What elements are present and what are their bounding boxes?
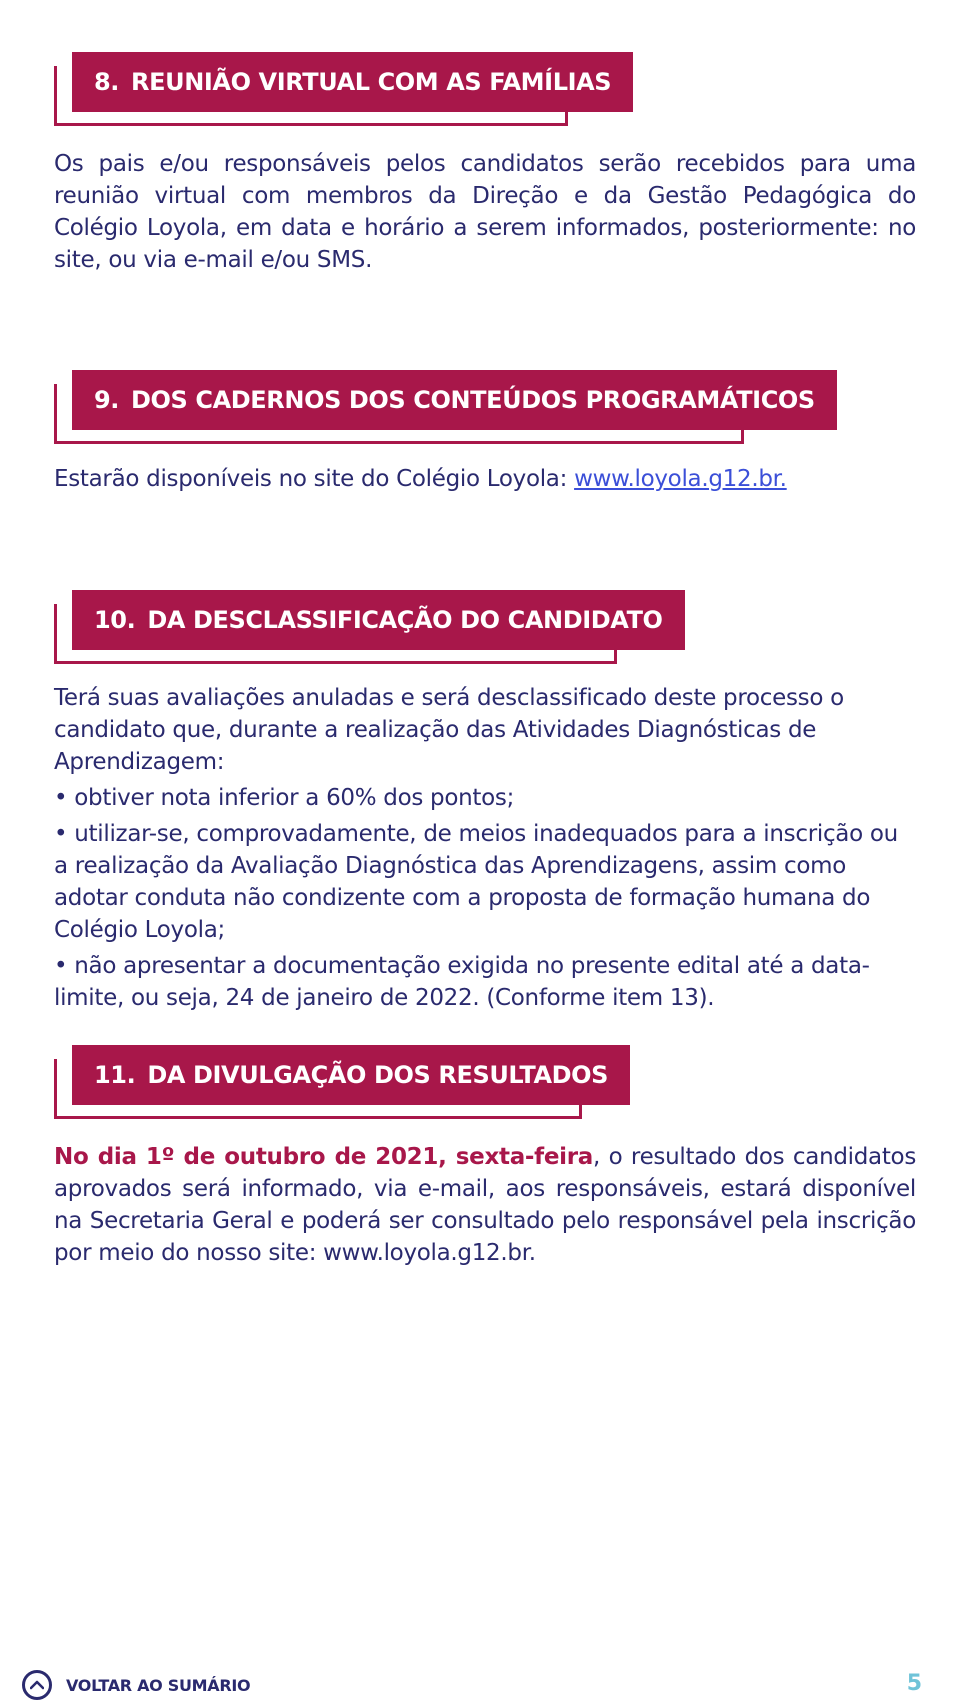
section-10-intro: Terá suas avaliações anuladas e será desclassificado deste processo o candidato que, durante a realização das Atividades Diagnósticas de Aprendizagem: [54,685,844,775]
site-link[interactable]: www.loyola.g12.br. [574,466,787,492]
heading-box [72,590,685,650]
section-11-body-text: , o resultado dos candidatos aprovados será informado, via e-mail, aos responsáveis, estará disponível na Secretaria Geral e poderá ser consultado pelo responsável pela inscrição por meio do nosso site: www.loyola.g12.br. [54,1144,916,1266]
section-title: DA DIVULGAÇÃO DOS RESULTADOS [147,1061,609,1089]
section-10 [54,590,916,1014]
section-title: DOS CADERNOS DOS CONTEÚDOS PROGRAMÁTICOS [131,386,815,414]
section-9-heading [54,370,916,446]
heading-box [72,1045,630,1105]
section-10-heading [54,590,916,666]
bullet-item: • utilizar-se, comprovadamente, de meios inadequados para a inscrição ou a realização da Avaliação Diagnóstica das Aprendizagens, assim como adotar conduta não condizente com a proposta de formação humana do Colégio Loyola; [54,821,898,943]
section-11-heading [54,1045,916,1121]
heading-box [72,52,633,112]
chevron-up-icon[interactable] [22,1670,52,1700]
section-11 [54,1045,916,1269]
section-title: REUNIÃO VIRTUAL COM AS FAMÍLIAS [131,68,612,96]
bullet-item: • obtiver nota inferior a 60% dos pontos; [54,785,515,811]
page-number: 5 [906,1671,922,1696]
section-8 [54,52,916,276]
back-to-summary-label[interactable]: VOLTAR AO SUMÁRIO [66,1675,251,1695]
section-11-body [54,1141,916,1269]
section-number: 10. [94,606,136,634]
result-date-highlight: No dia 1º de outubro de 2021, sexta-feira [54,1144,594,1170]
section-9 [54,370,916,495]
section-8-heading [54,52,916,128]
section-9-body-text: Estarão disponíveis no site do Colégio Loyola: [54,466,575,492]
heading-box [72,370,837,430]
section-8-body: Os pais e/ou responsáveis pelos candidatos serão recebidos para uma reunião virtual com membros da Direção e da Gestão Pedagógica do Colégio Loyola, em data e horário a serem informados, posteriormente: no site, ou via e-mail e/ou SMS. [54,151,916,273]
section-number: 11. [94,1061,136,1089]
section-number: 8. [94,68,120,96]
bullet-item: • não apresentar a documentação exigida no presente edital até a data-limite, ou seja, 24 de janeiro de 2022. (Conforme item 13). [54,953,870,1011]
section-number: 9. [94,386,120,414]
section-title: DA DESCLASSIFICAÇÃO DO CANDIDATO [147,606,663,634]
section-9-body [54,463,916,495]
back-to-summary-link[interactable] [22,1670,250,1700]
